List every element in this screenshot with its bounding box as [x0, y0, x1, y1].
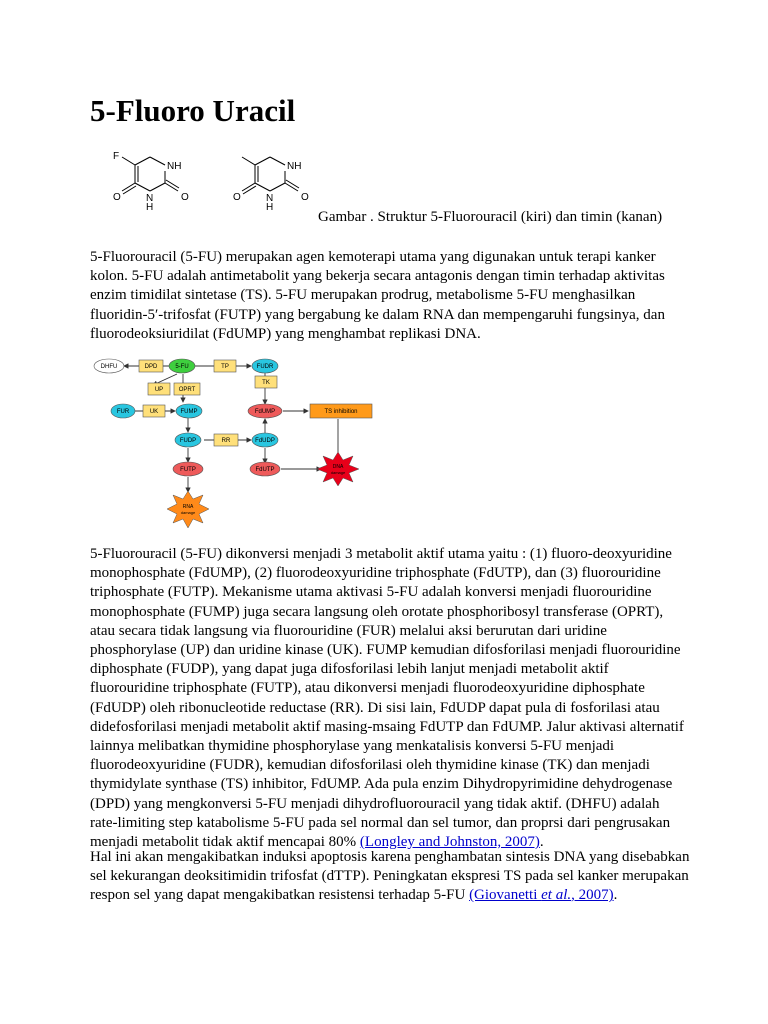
dna-damage-label: DNA	[332, 464, 344, 470]
rr-label: RR	[221, 438, 231, 444]
ts-inhibition-label: TS inhibition	[324, 409, 358, 415]
n-label: N	[146, 193, 154, 204]
paragraph-end: .	[613, 887, 618, 904]
citation-link[interactable]: (Longley and Johnston, 2007)	[359, 834, 540, 851]
fluorine-label: F	[113, 151, 120, 162]
fudr-label: FUDR	[256, 364, 274, 370]
fu-label: 5-FU	[175, 364, 189, 370]
citation-part: , 2007)	[571, 887, 614, 904]
tp-label: TP	[221, 364, 229, 370]
dhfu-label: DHFU	[100, 364, 118, 370]
nh-label: NH	[167, 161, 182, 172]
fump-label: FUMP	[180, 409, 198, 415]
h-label: H	[266, 202, 274, 213]
uk-label: UK	[149, 409, 159, 415]
dpd-label: DPD	[144, 364, 158, 370]
n-label: N	[266, 193, 274, 204]
figure-caption: Gambar . Struktur 5-Fluorouracil (kiri) dan timin (kanan)	[318, 209, 663, 225]
citation-part: et al.	[541, 887, 572, 904]
paragraph-apoptosis	[90, 848, 690, 906]
oprt-label: OPRT	[178, 387, 196, 393]
oxygen-label: O	[113, 192, 121, 203]
fudp-label: FUDP	[179, 438, 197, 444]
futp-label: FUTP	[180, 467, 196, 473]
tk-label: TK	[262, 380, 270, 386]
up-label: UP	[154, 387, 164, 393]
fur-label: FUR	[116, 409, 130, 415]
oxygen-label: O	[301, 192, 309, 203]
fdump-label: FdUMP	[254, 409, 276, 415]
h-label: H	[146, 202, 154, 213]
paragraph-mechanism	[90, 545, 690, 852]
fdudp-label: FdUDP	[255, 438, 275, 444]
nh-label: NH	[287, 161, 302, 172]
paragraph-intro: 5-Fluorouracil (5-FU) merupakan agen kemoterapi utama yang digunakan untuk terapi kanker kolon. 5-FU adalah antimetabolit yang bekerja secara antagonis dengan timin terhadap aktivitas enzim timidilat sintetase (TS). 5-FU merupakan prodrug, metabolisme 5-FU menghasilkan fluoridin-5′-trifosfat (FUTP) yang bergabung ke dalam RNA dan mempengaruhi fungsinya, dan fluorodeoksiuridilat (FdUMP) yang menghambat replikasi DNA.	[90, 249, 665, 342]
paragraph-text: 5-Fluorouracil (5-FU) dikonversi menjadi 3 metabolit aktif utama yaitu : (1) fluoro-deoxyuridine monophosphate (FdUMP), (2) fluorodeoxyuridine triphosphate (FdUTP), dan (3) fluorouridine triphosphate (FUTP). Mekanisme utama aktivasi 5-FU adalah konversi menjadi fluorouridine monophosphate (FUMP) juga secara langsung oleh orotate phosphoribosyl transferase (OPRT), atau secara tidak langsung via fluorouridine (FUR) melalui aksi berurutan dari uridine phosphorylase (UP) dan uridine kinase (UK). FUMP kemudian difosforilasi menjadi fluorouridine diphosphate (FUDP), yang dapat juga difosforilasi lebih lanjut menjadi metabolit aktif fluorouridine triphosphate (FUTP), atau dikonversi menjadi fluorodeoxyuridine diphosphate (FdUDP) oleh ribonucleotide reductase (RR). Di sisi lain, FdUDP dapat pula di fosforilasi atau didefosforilasi menjadi metabolit aktif masing-msaing FdUTP dan FdUMP. Jalur aktivasi alternatif lainnya melibatkan thymidine phosphorylase yang menkatalisis konversi 5-FU menjadi fluorodeoxyuridine (FUDR), kemudian difosforilasi oleh thymidine kinase (TK) dan menjadi thymidylate synthase (TS) inhibitor, FdUMP. Ada pula enzim Dihydropyrimidine dehydrogenase (DPD) yang mengkonversi 5-FU menjadi dihydrofluorouracil yang tidak aktif. (DHFU) adalah rate-limiting step katabolisme 5-FU pada sel normal dan sel tumor, dan proprsi dari pengrusakan menjadi metabolit tidak aktif mencapai 80%	[90, 546, 684, 851]
citation-part: (Giovanetti	[469, 887, 542, 904]
citation-link[interactable]	[469, 887, 614, 903]
rna-damage-label: RNA	[182, 504, 194, 510]
fdutp-label: FdUTP	[255, 467, 275, 473]
paragraph-end: .	[539, 834, 544, 851]
dna-damage-label: damage	[330, 470, 346, 475]
metabolic-pathway-diagram	[93, 352, 383, 530]
chemical-structures	[105, 145, 325, 215]
oxygen-label: O	[233, 192, 241, 203]
paragraph-text: Hal ini akan mengakibatkan induksi apoptosis karena penghambatan sintesis DNA yang disebabkan sel kekurangan deoksitimidin trifosfat (dTTP). Peningkatan ekspresi TS pada sel kanker merupakan respon sel yang dapat mengakibatkan resistensi terhadap 5-FU	[90, 849, 690, 904]
rna-damage-label: damage	[180, 510, 196, 515]
page-title: 5-Fluoro Uracil	[90, 93, 296, 128]
oxygen-label: O	[181, 192, 189, 203]
